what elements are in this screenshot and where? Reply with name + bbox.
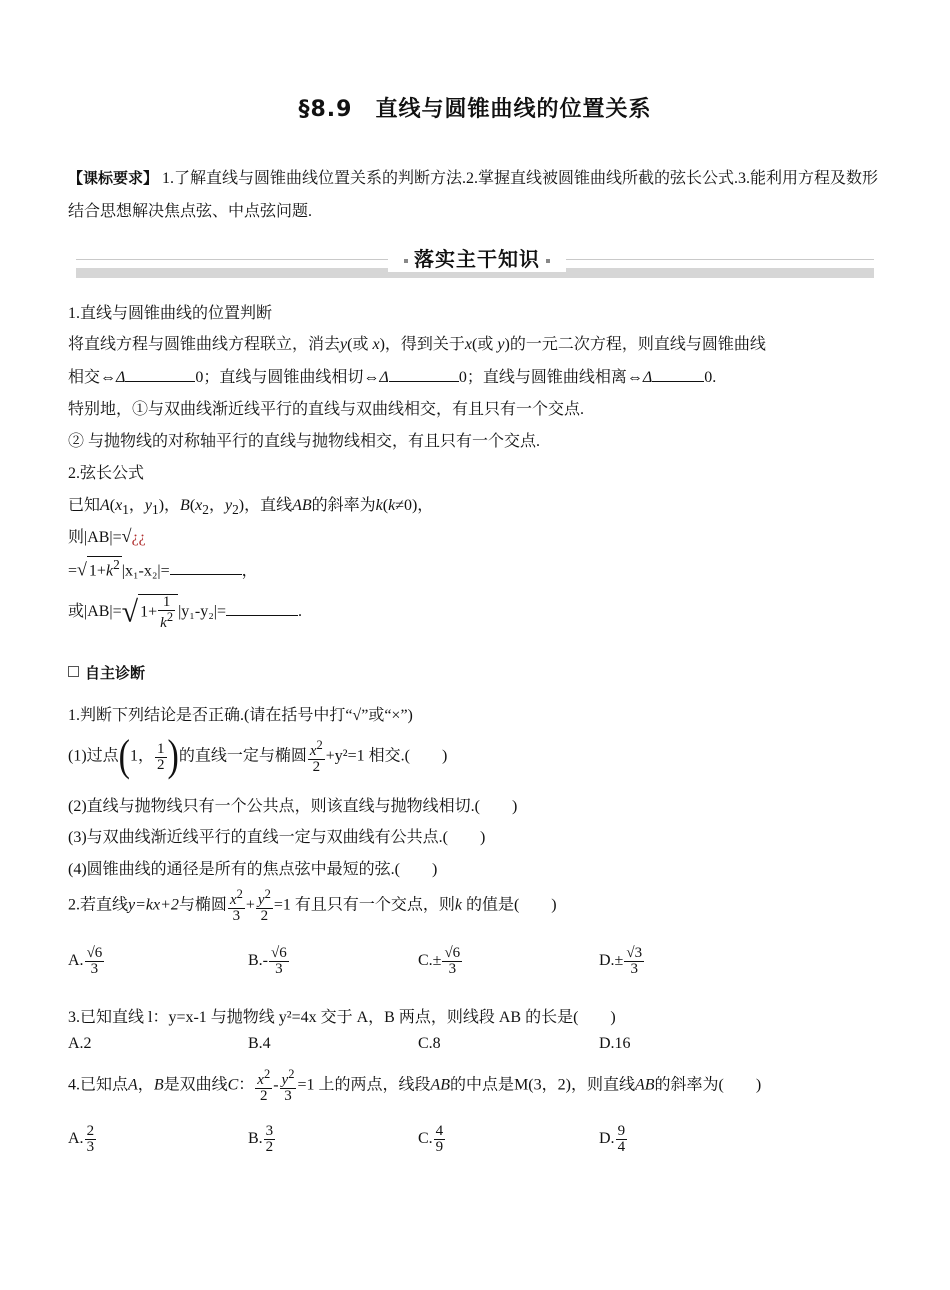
self-diagnosis-heading: 自主诊断 [68, 662, 145, 683]
question-4-stem: 4.已知点A，B是双曲线C： $\frac{x^2}{2}$ - $\frac{y^2}{3}$ =1 上的两点，线段AB的中点是M(3，2)，则直线AB的斜率为( ) [68, 1067, 762, 1104]
answer-blank[interactable] [226, 601, 298, 616]
question-1-stem: 1.判断下列结论是否正确.(请在括号中打“√”或“×”) [68, 707, 413, 724]
question-1-statement: (1)过点(1， $\frac{1}{2}$ )的直线一定与椭圆 $\frac{x^2}{2}$ +y²=1 相交.( ) [68, 732, 448, 781]
option-c[interactable]: C. $\frac{4}{9}$ [418, 1123, 444, 1155]
answer-blank[interactable] [170, 560, 242, 575]
answer-blank[interactable] [125, 367, 195, 382]
course-requirement [68, 162, 888, 228]
text-line: 已知$A(x_1$，$y_1$)，$B(x_2$，$y_2$)，直线AB的斜率为k(k≠0)， [68, 497, 434, 518]
heading-chord: 2.弦长公式 [68, 465, 145, 482]
option-b[interactable]: B. $\frac{3}{2}$ [248, 1123, 274, 1155]
option-a[interactable]: A. $\frac{√6}{3}$ [68, 945, 103, 977]
option-c[interactable]: C.± $\frac{√6}{3}$ [418, 945, 461, 977]
question-1-statement: (4)圆锥曲线的通径是所有的焦点弦中最短的弦.( ) [68, 861, 438, 878]
text-line: 则|AB|=√¿¿ [68, 526, 146, 546]
banner-text: 落实主干知识 [414, 247, 540, 271]
requirement-label: 【课标要求】 [68, 169, 159, 187]
option-d[interactable]: D.± $\frac{√3}{3}$ [599, 945, 643, 977]
option-b[interactable]: B.- $\frac{√6}{3}$ [248, 945, 287, 977]
option-a[interactable]: A. $\frac{2}{3}$ [68, 1123, 95, 1155]
text-line: 将直线方程与圆锥曲线方程联立，消去y(或 x)，得到关于x(或 y)的一元二次方程，则直线与圆锥曲线 [68, 336, 766, 353]
text-line: 相交⇔Δ 0；直线与圆锥曲线相切⇔Δ 0；直线与圆锥曲线相离⇔Δ 0. [68, 369, 717, 386]
text-line: 特别地，①与双曲线渐近线平行的直线与双曲线相交，有且只有一个交点. [68, 401, 585, 418]
heading-position: 1.直线与圆锥曲线的位置判断 [68, 305, 273, 322]
text-line: 或|AB|=√ 1+ $\frac{1}{k^2}$ |y₁-y₂|= . [68, 594, 303, 631]
question-1-statement: (2)直线与抛物线只有一个公共点，则该直线与抛物线相切.( ) [68, 798, 518, 815]
square-icon [68, 666, 79, 677]
answer-blank[interactable] [389, 367, 459, 382]
option-a[interactable]: A.2 [68, 1035, 92, 1052]
requirement-text: 1.了解直线与圆锥曲线位置关系的判断方法.2.掌握直线被圆锥曲线所截的弦长公式.3.能利用方程及数形结合思想解决焦点弦、中点弦问题. [68, 170, 879, 220]
question-2-stem: 2.若直线y=kx+2与椭圆 $\frac{x^2}{3}$ + $\frac{y^2}{2}$ =1 有且只有一个交点，则k 的值是( ) [68, 887, 557, 924]
question-3-stem: 3.已知直线 l：y=x-1 与抛物线 y²=4x 交于 A，B 两点，则线段 AB 的长是( ) [68, 1009, 616, 1026]
option-d[interactable]: D.16 [599, 1035, 631, 1052]
option-b[interactable]: B.4 [248, 1035, 271, 1052]
page-title: §8.9 直线与圆锥曲线的位置关系 [298, 97, 652, 122]
section-banner [388, 244, 566, 272]
text-line: =√ $1+k^2$ |x₁-x₂|= ， [68, 557, 258, 580]
text-line: ② 与抛物线的对称轴平行的直线与抛物线相交，有且只有一个交点. [68, 433, 541, 450]
option-d[interactable]: D. $\frac{9}{4}$ [599, 1123, 626, 1155]
question-1-statement: (3)与双曲线渐近线平行的直线一定与双曲线有公共点.( ) [68, 829, 486, 846]
answer-blank[interactable] [652, 367, 704, 382]
option-c[interactable]: C.8 [418, 1035, 441, 1052]
